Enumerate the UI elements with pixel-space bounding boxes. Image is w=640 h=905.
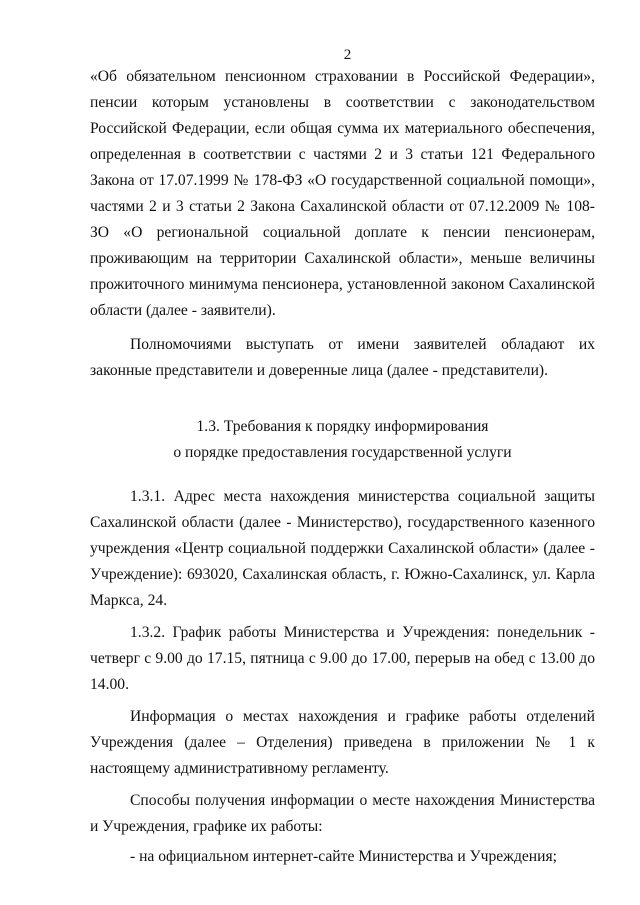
paragraph-branches: Информация о местах нахождения и графике работы отделений Учреждения (далее – Отделения) приведена в приложении № 1 к настоящему административному регламенту. (90, 708, 595, 777)
paragraph-schedule: 1.3.2. График работы Министерства и Учреждения: понедельник - четверг с 9.00 до 17.15, пятница с 9.00 до 17.00, перерыв на обед с 13.00 до 14.00. (90, 624, 595, 693)
page-number: 2 (343, 47, 352, 63)
section-heading-line-2: о порядке предоставления государственной услуги (173, 444, 512, 461)
paragraph-address: 1.3.1. Адрес места нахождения министерства социальной защиты Сахалинской области (далее - Министерство), государственного казенного учреждения «Центр социальной поддержки Сахалинской области» (далее - Учреждение): 693020, Сахалинская область, г. Южно-Сахалинск, ул. Карла Маркса, 24. (90, 488, 595, 609)
paragraph-info-methods: Способы получения информации о месте нахождения Министерства и Учреждения, графике их работы: (90, 792, 595, 835)
paragraph-representatives: Полномочиями выступать от имени заявителей обладают их законные представители и доверенные лица (далее - представители). (90, 336, 595, 379)
paragraph-continuation: «Об обязательном пенсионном страховании в Российской Федерации», пенсии которым установлены в соответствии с законодательством Российской Федерации, если общая сумма их материального обеспечения, определенная в соответствии с частями 2 и 3 статьи 121 Федерального Закона от 17.07.1999 № 178-ФЗ «О государственной социальной помощи», частями 2 и 3 статьи 2 Закона Сахалинской области от 07.12.2009 № 108-ЗО «О региональной социальной доплате к пенсии пенсионерам, проживающим на территории Сахалинской области», меньше величины прожиточного минимума пенсионера, установленной законом Сахалинской области (далее - заявители). (90, 68, 595, 319)
list-item-website: - на официальном интернет-сайте Министерства и Учреждения; (130, 848, 558, 865)
document-page (90, 46, 595, 870)
section-heading-line-1: 1.3. Требования к порядку информирования (196, 418, 489, 435)
